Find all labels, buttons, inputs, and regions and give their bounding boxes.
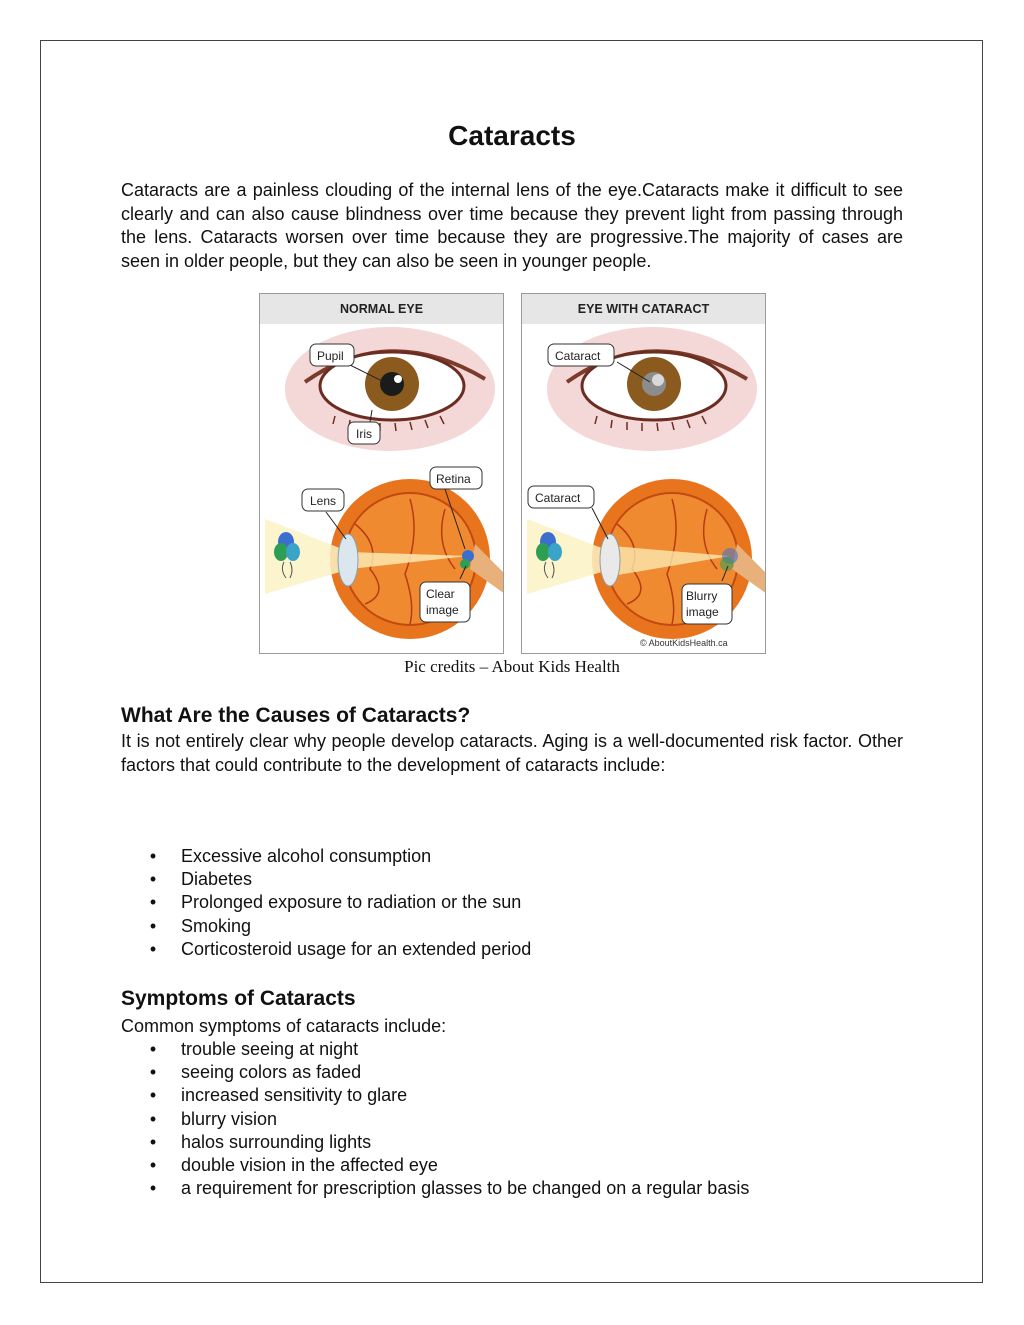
figure-caption: Pic credits – About Kids Health: [404, 657, 620, 676]
list-item-text: Diabetes: [181, 869, 253, 890]
normal-pupil-label: Pupil: [317, 349, 344, 363]
normal-eye-panel: [259, 293, 504, 654]
eye-comparison-figure: [259, 293, 767, 655]
list-item: [148, 1038, 749, 1061]
list-item-text: Excessive alcohol consumption: [181, 846, 432, 866]
cataract-eye-heading: EYE WITH CATARACT: [522, 294, 765, 324]
list-item-text: Corticosteroid usage for an extended period: [181, 938, 532, 959]
bullet-glyph: •: [149, 915, 157, 936]
list-item-text: halos surrounding lights: [181, 1131, 372, 1152]
list-item: [148, 1154, 749, 1177]
copyright-text: © AboutKidsHealth.ca: [640, 638, 728, 648]
list-item: [148, 868, 531, 891]
bullet-glyph: •: [149, 1155, 157, 1176]
causes-list: [148, 845, 531, 961]
bullet-glyph: •: [149, 869, 157, 890]
list-item-text: blurry vision: [181, 1108, 278, 1129]
list-item: [148, 891, 531, 914]
list-item-text: increased sensitivity to glare: [181, 1085, 408, 1106]
cataract-image-label-line2: image: [686, 605, 719, 619]
list-item-text: double vision in the affected eye: [181, 1155, 438, 1176]
symptoms-heading: Symptoms of Cataracts: [121, 987, 356, 1010]
bullet-glyph: •: [149, 1039, 157, 1059]
bullet-glyph: •: [149, 846, 157, 866]
list-item-text: a requirement for prescription glasses to be changed on a regular basis: [181, 1178, 750, 1199]
list-item: [148, 845, 531, 868]
list-item: [148, 915, 531, 938]
list-item-text: Smoking: [181, 915, 252, 936]
causes-paragraph: It is not entirely clear why people develop cataracts. Aging is a well-documented risk factor. Other factors that could contribute to the development of cataracts include:: [121, 731, 903, 775]
cataract-side-label: Cataract: [535, 491, 581, 505]
page-title: Cataracts: [448, 120, 576, 151]
intro-paragraph: Cataracts are a painless clouding of the internal lens of the eye.Cataracts make it difficult to see clearly and can also cause blindness over time because they prevent light from passing through the lens. Cataracts worsen over time because they are progressive.The majority of cases are seen in older people, but they can also be seen in younger people.: [121, 180, 903, 271]
cataract-image-label-line1: Blurry: [686, 589, 718, 603]
list-item: [148, 1061, 749, 1084]
list-item: [148, 1131, 749, 1154]
list-item-text: trouble seeing at night: [181, 1039, 359, 1059]
list-item: [148, 938, 531, 961]
cataract-eye-illustration: [522, 294, 766, 654]
bullet-glyph: •: [149, 1085, 157, 1106]
normal-lens-label: Lens: [310, 494, 337, 508]
normal-retina-label: Retina: [436, 472, 471, 486]
list-item-text: seeing colors as faded: [181, 1062, 362, 1083]
cataract-top-label: Cataract: [555, 349, 601, 363]
list-item: [148, 1084, 749, 1107]
list-item: [148, 1177, 749, 1200]
normal-eye-illustration: [260, 294, 504, 654]
list-item: [148, 1108, 749, 1131]
normal-iris-label: Iris: [356, 427, 372, 441]
normal-image-label-line1: Clear: [426, 587, 455, 601]
cataract-eye-panel: [521, 293, 766, 654]
bullet-glyph: •: [149, 1108, 157, 1129]
symptoms-list: [148, 1038, 749, 1200]
symptoms-intro: Common symptoms of cataracts include:: [121, 1016, 447, 1036]
normal-eye-heading: NORMAL EYE: [260, 294, 503, 324]
causes-heading: What Are the Causes of Cataracts?: [121, 704, 471, 727]
bullet-glyph: •: [149, 1062, 157, 1083]
list-item-text: Prolonged exposure to radiation or the sun: [181, 892, 522, 913]
bullet-glyph: •: [149, 938, 157, 959]
bullet-glyph: •: [149, 892, 157, 913]
normal-image-label-line2: image: [426, 603, 459, 617]
bullet-glyph: •: [149, 1178, 157, 1199]
bullet-glyph: •: [149, 1131, 157, 1152]
